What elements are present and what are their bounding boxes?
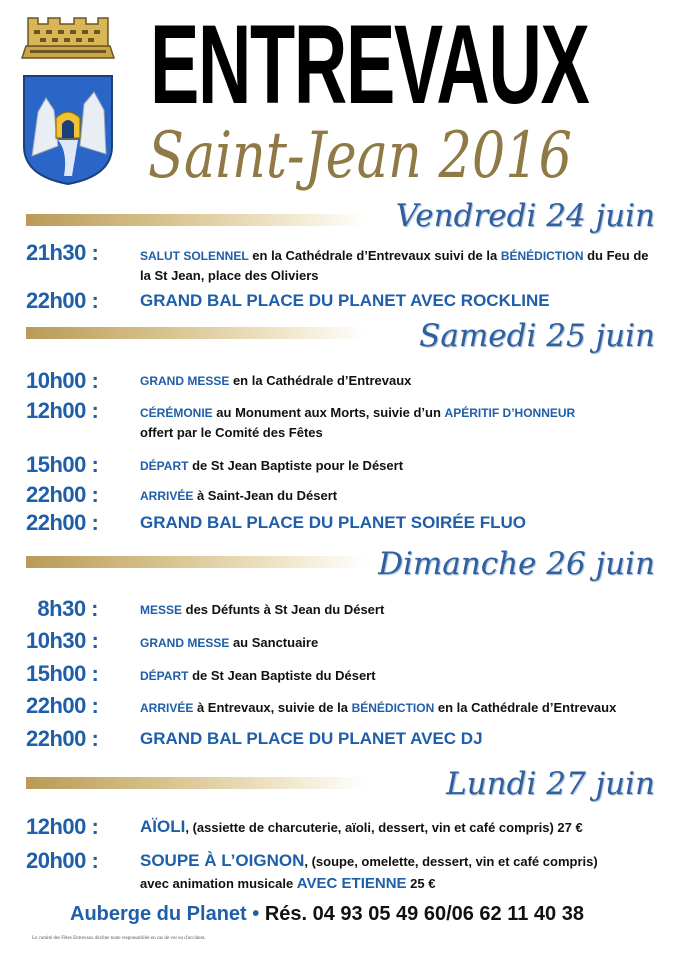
event-keyword: ARRIVÉE bbox=[140, 701, 194, 715]
event-description: GRAND BAL PLACE DU PLANET SOIRÉE FLUO bbox=[140, 513, 526, 532]
event-time: 15h00 : bbox=[26, 452, 99, 477]
coat-of-arms bbox=[14, 6, 122, 186]
event-keyword: BÉNÉDICTION bbox=[500, 249, 584, 263]
event-time: 21h30 : bbox=[26, 240, 99, 265]
event-description bbox=[140, 403, 660, 443]
event-keyword: BÉNÉDICTION bbox=[351, 701, 435, 715]
section-divider bbox=[26, 777, 366, 789]
venue-name: Auberge du Planet • bbox=[70, 903, 260, 925]
event-description bbox=[140, 666, 660, 686]
event-description bbox=[140, 456, 660, 476]
event-text: au Monument aux Morts, suivie d’un bbox=[212, 405, 445, 420]
event-text: de St Jean Baptiste pour le Désert bbox=[188, 458, 404, 473]
event-text: du Feu de bbox=[583, 248, 649, 263]
event-keyword: DÉPART bbox=[140, 669, 189, 683]
event-keyword: ARRIVÉE bbox=[140, 489, 194, 503]
event-time: 22h00 : bbox=[26, 288, 99, 313]
event-text: 25 € bbox=[406, 876, 436, 891]
event-time: 8h30 : bbox=[37, 596, 98, 621]
section-divider bbox=[26, 327, 366, 339]
event-description: GRAND BAL PLACE DU PLANET AVEC ROCKLINE bbox=[140, 291, 550, 310]
event-description bbox=[140, 371, 660, 391]
event-time: 22h00 : bbox=[26, 726, 99, 751]
event-text: en la Cathédrale d’Entrevaux bbox=[229, 373, 412, 388]
event-description bbox=[140, 633, 660, 653]
page-subtitle: Saint-Jean 2016 bbox=[148, 119, 573, 193]
event-time: 10h30 : bbox=[26, 628, 99, 653]
event-keyword: GRAND MESSE bbox=[140, 636, 230, 650]
reservation-phone: Rés. 04 93 05 49 60/06 62 11 40 38 bbox=[264, 903, 584, 925]
event-description: GRAND BAL PLACE DU PLANET AVEC DJ bbox=[140, 729, 483, 748]
event-keyword: GRAND MESSE bbox=[140, 374, 230, 388]
event-time: 10h00 : bbox=[26, 368, 99, 393]
event-text: la St Jean, place des Oliviers bbox=[140, 268, 319, 283]
event-keyword: AÏOLI bbox=[140, 817, 186, 836]
event-keyword: SALUT SOLENNEL bbox=[140, 249, 249, 263]
event-time: 12h00 : bbox=[26, 398, 99, 423]
event-time: 22h00 : bbox=[26, 482, 99, 507]
event-time: 15h00 : bbox=[26, 661, 99, 686]
event-keyword: APÉRITIF D’HONNEUR bbox=[444, 406, 576, 420]
event-time: 22h00 : bbox=[26, 510, 99, 535]
section-divider bbox=[26, 214, 366, 226]
event-keyword: CÉRÉMONIE bbox=[140, 406, 213, 420]
event-text: des Défunts à St Jean du Désert bbox=[182, 602, 385, 617]
event-text: à Entrevaux, suivie de la bbox=[193, 700, 352, 715]
event-description bbox=[140, 816, 660, 839]
event-description bbox=[140, 850, 660, 895]
page-title: ENTREVAUX bbox=[150, 2, 589, 127]
event-text: de St Jean Baptiste du Désert bbox=[188, 668, 376, 683]
day-heading: Lundi 27 juin bbox=[446, 766, 655, 802]
event-keyword: SOUPE À L’OIGNON bbox=[140, 851, 305, 870]
event-keyword: MESSE bbox=[140, 603, 183, 617]
event-text: , (soupe, omelette, dessert, vin et café compris) bbox=[304, 854, 598, 869]
event-text: à Saint-Jean du Désert bbox=[193, 488, 338, 503]
event-keyword: AVEC ETIENNE bbox=[296, 875, 407, 892]
event-description bbox=[140, 486, 660, 506]
day-heading: Samedi 25 juin bbox=[419, 318, 655, 354]
event-description bbox=[140, 698, 660, 718]
section-divider bbox=[26, 556, 366, 568]
event-text: avec animation musicale bbox=[140, 876, 297, 891]
event-text: en la Cathédrale d’Entrevaux suivi de la bbox=[248, 248, 501, 263]
event-text: offert par le Comité des Fêtes bbox=[140, 425, 323, 440]
event-time: 12h00 : bbox=[26, 814, 99, 839]
event-text: en la Cathédrale d’Entrevaux bbox=[434, 700, 617, 715]
event-text: au Sanctuaire bbox=[229, 635, 319, 650]
day-heading: Vendredi 24 juin bbox=[395, 198, 655, 234]
event-time: 20h00 : bbox=[26, 848, 99, 873]
disclaimer: Le comité des Fêtes Entrevaux décline toute responsabilité en cas de vol ou d'accident. bbox=[32, 936, 206, 941]
event-description bbox=[140, 600, 660, 620]
event-keyword: DÉPART bbox=[140, 459, 189, 473]
coat-of-arms-icon bbox=[14, 6, 122, 186]
event-description bbox=[140, 246, 660, 286]
footer-contact bbox=[70, 900, 630, 928]
event-time: 22h00 : bbox=[26, 693, 99, 718]
event-text: , (assiette de charcuterie, aïoli, dessert, vin et café compris) 27 € bbox=[185, 820, 583, 835]
day-heading: Dimanche 26 juin bbox=[378, 546, 655, 582]
